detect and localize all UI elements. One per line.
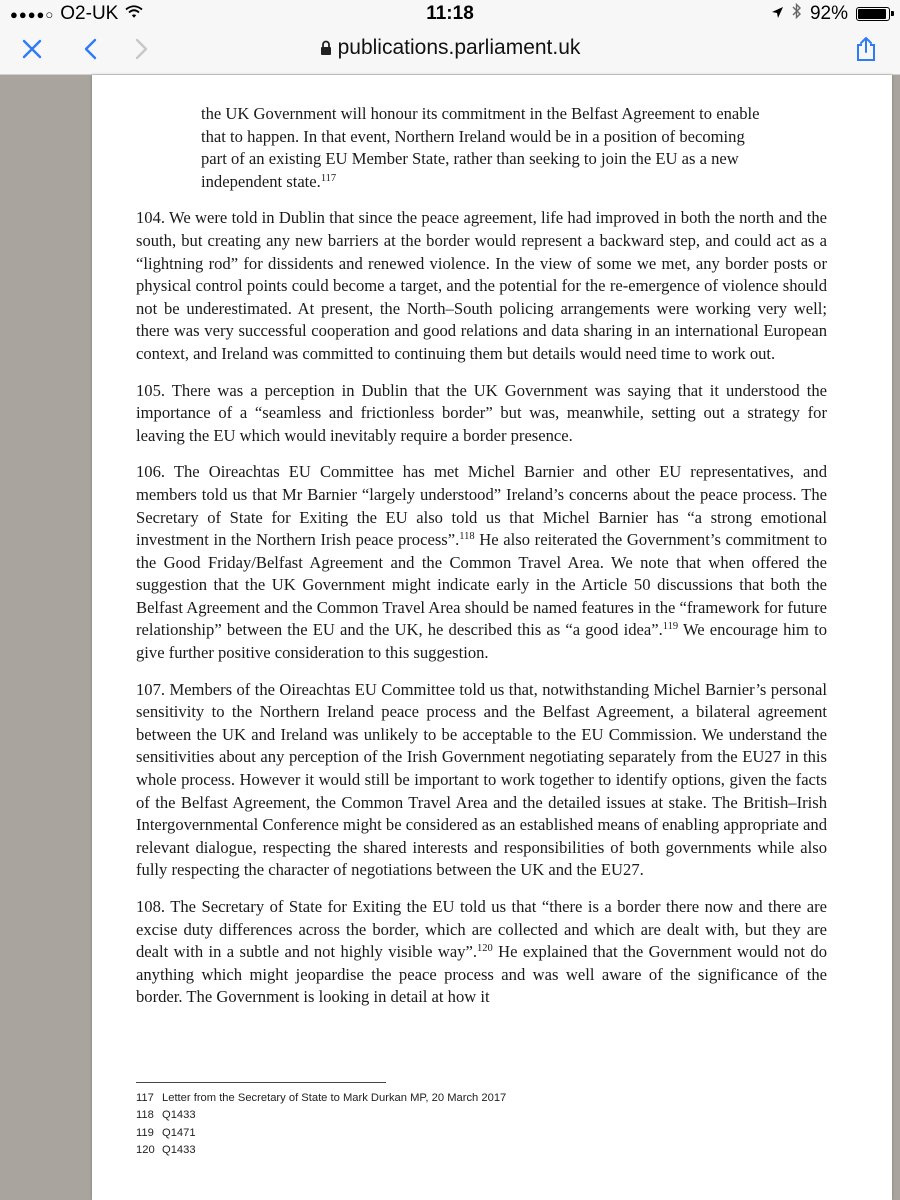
carrier-label: O2-UK (60, 3, 119, 24)
footnote-text: Q1471 (162, 1126, 196, 1139)
footnote (136, 1107, 506, 1124)
paragraph (136, 207, 827, 365)
paragraph-text: He also reiterated the Government’s commitment to the Good Friday/Belfast Agreement and the Common Travel Area. We note that when offered the suggestion that the UK Government might indicate early in the Article 50 discussions that both the Belfast Agreement and the Common Travel Area should be named features in the “framework for future relationship” between the EU and the UK, he described this as “a good idea”. (136, 530, 827, 640)
paragraph (136, 380, 827, 448)
paragraph-text: 108. The Secretary of State for Exiting the EU told us that “there is a border there now and there are excise duty differences across the border, which are collected and which are dealt with, but they are dealt with in a subtle and not highly visible way”. (136, 897, 827, 962)
paragraph-text: 106. The Oireachtas EU Committee has met Michel Barnier and other EU representatives, and members told us that Mr Barnier “largely understood” Ireland’s concerns about the peace process. The Secretary of State for Exiting the EU also told us that Michel Barnier has “a strong emotional investment in the Northern Irish peace process”. (136, 462, 827, 550)
footnote-text: Q1433 (162, 1109, 196, 1122)
battery-percent: 92% (809, 3, 848, 24)
document-page (92, 75, 892, 1200)
paragraph (136, 679, 827, 882)
paragraph-text: He explained that the Government would not do anything which might jeopardise the peace process and was well aware of the significance of the border. The Government is looking in detail at how it (136, 942, 827, 1007)
footnote (136, 1142, 506, 1159)
share-button[interactable] (848, 34, 884, 68)
footnote-rule (136, 1082, 386, 1083)
signal-icon: ●●●●○ (10, 6, 55, 22)
footnote-ref[interactable]: 118 (459, 531, 475, 543)
paragraph-text: We encourage him to give further positive consideration to this suggestion. (136, 620, 827, 663)
document-body (136, 103, 827, 1009)
footnote-number: 117 (136, 1092, 154, 1104)
address-bar[interactable] (0, 36, 900, 62)
footnote-text: Q1433 (162, 1144, 196, 1157)
browser-toolbar (0, 28, 900, 75)
quote-block (201, 103, 762, 193)
bluetooth-icon (792, 3, 802, 25)
quote-text: the UK Government will honour its commitment in the Belfast Agreement to enable that to happen. In that event, Northern Ireland would be in a position of becoming part of an existing EU Member State, rather than seeking to join the EU as a new independent state. (201, 104, 760, 191)
status-right (771, 3, 890, 25)
footnote-text: Letter from the Secretary of State to Mark Durkan MP, 20 March 2017 (162, 1092, 507, 1104)
footnote (136, 1125, 506, 1142)
location-icon (771, 3, 784, 25)
footnote-ref[interactable]: 117 (320, 172, 337, 184)
status-bar (0, 0, 900, 28)
paragraph-list (136, 207, 827, 1009)
url-text: publications.parliament.uk (337, 36, 581, 59)
footnote-ref[interactable]: 120 (477, 943, 493, 955)
clock: 11:18 (426, 3, 474, 24)
share-icon (855, 36, 877, 67)
footnote-number: 118 (136, 1109, 154, 1122)
footnote (136, 1090, 506, 1107)
paragraph-text: 105. There was a perception in Dublin that the UK Government was saying that it understood the importance of a “seamless and frictionless border” but was, meanwhile, setting out a strategy for leaving the EU which would inevitably require a border presence. (136, 380, 827, 445)
footnote-number: 119 (136, 1126, 154, 1139)
battery-icon (856, 7, 890, 21)
paragraph-text: 107. Members of the Oireachtas EU Committee told us that, notwithstanding Michel Barnier’s personal sensitivity to the Northern Ireland peace process and the Belfast Agreement, a bilateral agreement between the UK and Ireland was unlikely to be acceptable to the EU Commission. We understand the sensitivities about any perception of the Irish Government negotiating separately from the EU27 in this whole process. However it would still be important to work together to identify options, given the facts of the Belfast Agreement, the Common Travel Area and the detailed issues at stake. The British–Irish Intergovernmental Conference might be considered as an established means of enabling appropriate and relevant dialogue, respecting the shared interests and responsibilities of both governments while also fully respecting the character of negotiations between the UK and the EU27. (136, 679, 827, 880)
lock-icon (320, 38, 332, 62)
paragraph (136, 461, 827, 664)
footnote-number: 120 (136, 1144, 155, 1157)
paragraph (136, 896, 827, 1009)
footnotes (136, 1090, 506, 1160)
paragraph-text: 104. We were told in Dublin that since the peace agreement, life had improved in both the north and the south, but creating any new barriers at the border would represent a backward step, and could act as a “lightning rod” for dissidents and renewed violence. In the view of some we met, any border posts or physical control points could become a target, and the potential for the re-emergence of violence should not be underestimated. At present, the North–South policing arrangements were working very well; there was very successful cooperation and good relations and data sharing in an international European context, and Ireland was committed to continuing them but details would need time to work out. (136, 208, 827, 363)
footnote-ref[interactable]: 119 (662, 621, 679, 633)
battery-fill (858, 9, 886, 19)
